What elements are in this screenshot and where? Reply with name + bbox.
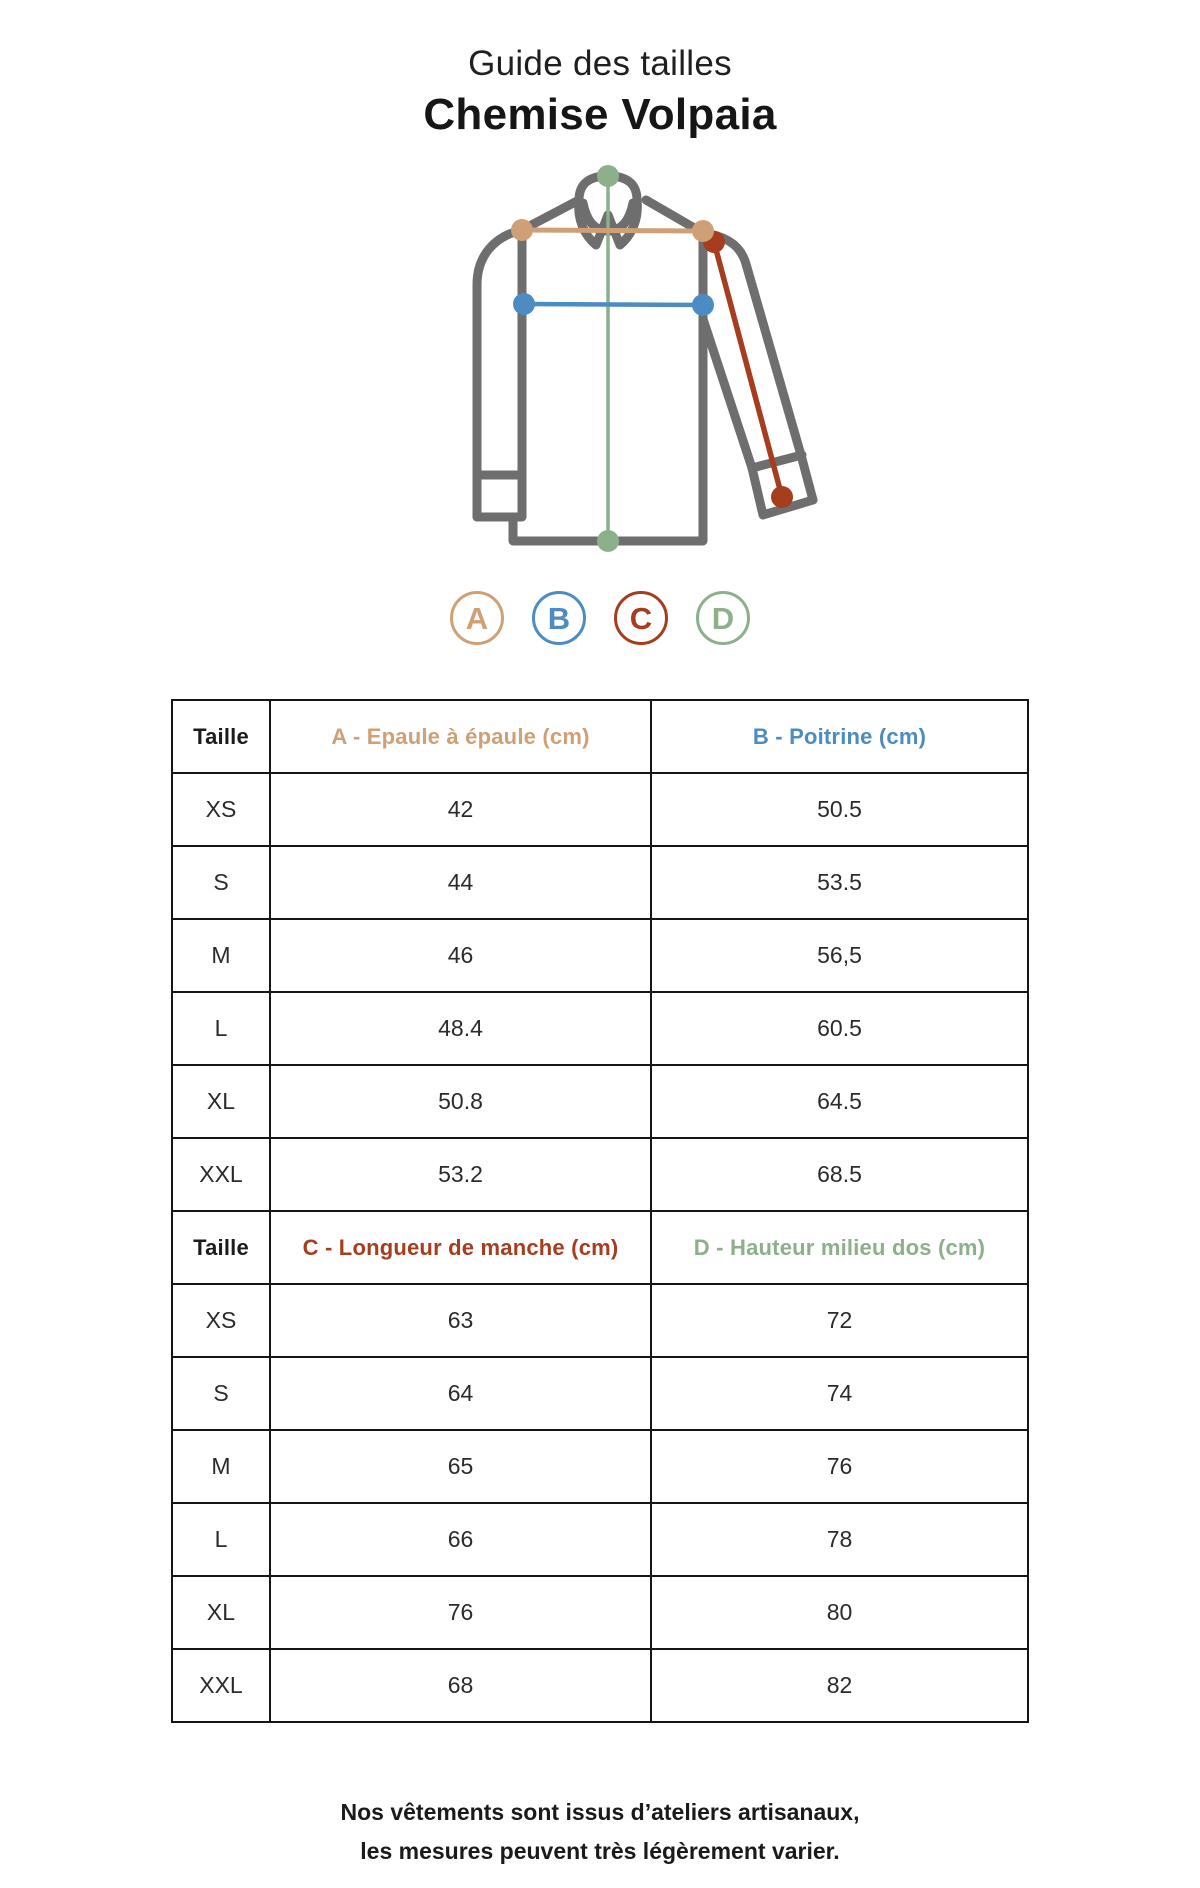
- size-label: S: [172, 846, 270, 919]
- measure-value: 80: [651, 1576, 1028, 1649]
- size-row-xs: [172, 1284, 1028, 1357]
- size-row-m: [172, 1430, 1028, 1503]
- size-row-xxl: [172, 1138, 1028, 1211]
- footer-note: [0, 1793, 1200, 1871]
- measure-value: 50.5: [651, 773, 1028, 846]
- size-row-s: [172, 1357, 1028, 1430]
- measure-value: 44: [270, 846, 651, 919]
- measure-value: 63: [270, 1284, 651, 1357]
- measure-value: 68.5: [651, 1138, 1028, 1211]
- col-header-measure: B - Poitrine (cm): [651, 700, 1028, 773]
- size-label: M: [172, 919, 270, 992]
- measure-value: 65: [270, 1430, 651, 1503]
- size-row-xxl: [172, 1649, 1028, 1722]
- page-header: [0, 44, 1200, 140]
- measure-dot-d-top: [597, 165, 619, 187]
- product-name: Chemise Volpaia: [423, 90, 777, 139]
- measure-value: 82: [651, 1649, 1028, 1722]
- shirt-measurement-diagram: [0, 150, 1200, 597]
- page-title: Guide des tailles: [468, 44, 732, 83]
- size-row-s: [172, 846, 1028, 919]
- legend-badge-d: D: [696, 591, 750, 645]
- measure-value: 56,5: [651, 919, 1028, 992]
- col-header-measure: C - Longueur de manche (cm): [270, 1211, 651, 1284]
- measure-dot-d-bottom: [597, 530, 619, 552]
- col-header-size: Taille: [172, 700, 270, 773]
- measure-value: 64: [270, 1357, 651, 1430]
- measure-value: 50.8: [270, 1065, 651, 1138]
- size-row-m: [172, 919, 1028, 992]
- legend-badge-b: B: [532, 591, 586, 645]
- measure-value: 66: [270, 1503, 651, 1576]
- size-label: M: [172, 1430, 270, 1503]
- col-header-measure: D - Hauteur milieu dos (cm): [651, 1211, 1028, 1284]
- measure-value: 42: [270, 773, 651, 846]
- measure-dot-a-left: [511, 219, 533, 241]
- measure-value: 48.4: [270, 992, 651, 1065]
- col-header-measure: A - Epaule à épaule (cm): [270, 700, 651, 773]
- footer-line-1: Nos vêtements sont issus d’ateliers artisanaux,: [340, 1799, 860, 1825]
- table-header-row: [172, 1211, 1028, 1284]
- measure-value: 78: [651, 1503, 1028, 1576]
- measure-value: 68: [270, 1649, 651, 1722]
- size-label: XS: [172, 1284, 270, 1357]
- size-table: [171, 699, 1029, 1723]
- size-label: XL: [172, 1576, 270, 1649]
- measure-line-b: [513, 293, 714, 316]
- measure-value: 53.5: [651, 846, 1028, 919]
- size-label: L: [172, 1503, 270, 1576]
- legend-badge-a: A: [450, 591, 504, 645]
- size-label: XXL: [172, 1138, 270, 1211]
- size-row-xl: [172, 1065, 1028, 1138]
- measure-value: 60.5: [651, 992, 1028, 1065]
- measure-value: 76: [270, 1576, 651, 1649]
- measure-value: 53.2: [270, 1138, 651, 1211]
- measure-dot-c-bottom: [771, 486, 793, 508]
- col-header-size: Taille: [172, 1211, 270, 1284]
- measure-dot-b-left: [513, 293, 535, 315]
- size-row-xs: [172, 773, 1028, 846]
- legend-badge-c: C: [614, 591, 668, 645]
- size-label: XS: [172, 773, 270, 846]
- measure-value: 74: [651, 1357, 1028, 1430]
- size-label: L: [172, 992, 270, 1065]
- measure-value: 46: [270, 919, 651, 992]
- size-label: S: [172, 1357, 270, 1430]
- size-row-l: [172, 992, 1028, 1065]
- measurement-legend: [0, 591, 1200, 645]
- size-label: XL: [172, 1065, 270, 1138]
- size-label: XXL: [172, 1649, 270, 1722]
- shirt-diagram-svg: [380, 150, 820, 592]
- footer-line-2: les mesures peuvent très légèrement varier.: [360, 1838, 840, 1865]
- table-header-row: [172, 700, 1028, 773]
- measure-dot-a-right: [692, 220, 714, 242]
- size-row-l: [172, 1503, 1028, 1576]
- size-row-xl: [172, 1576, 1028, 1649]
- measure-value: 64.5: [651, 1065, 1028, 1138]
- measure-dot-b-right: [692, 294, 714, 316]
- measure-value: 72: [651, 1284, 1028, 1357]
- measure-value: 76: [651, 1430, 1028, 1503]
